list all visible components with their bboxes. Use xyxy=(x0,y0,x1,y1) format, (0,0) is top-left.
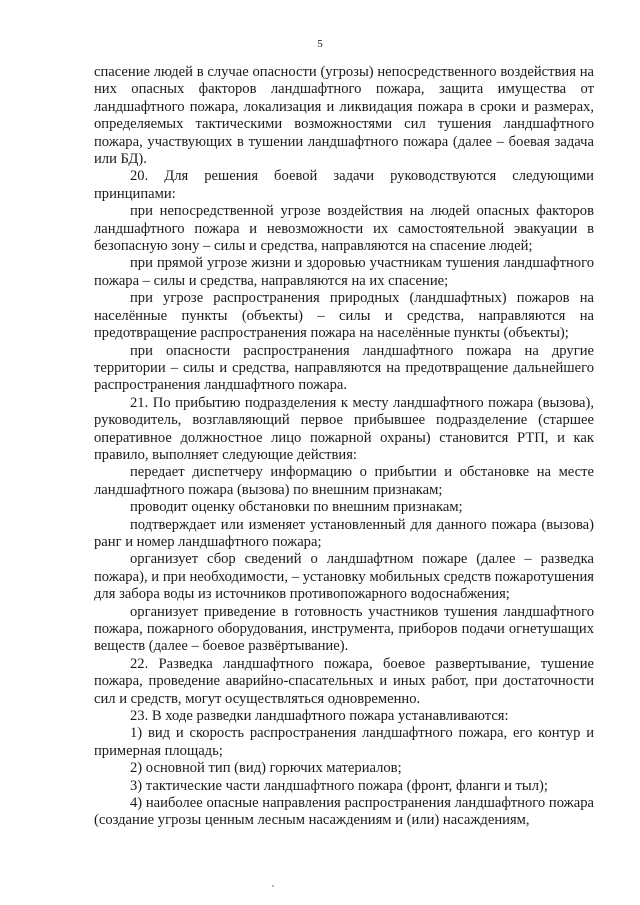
paragraph: 22. Разведка ландшафтного пожара, боевое развертывание, тушение пожара, проведение аварийно-спасательных и иных работ, при достаточности сил и средств, могут осуществляться одновременно. xyxy=(94,655,594,707)
scan-speck xyxy=(272,885,274,887)
paragraph: организует приведение в готовность участников тушения ландшафтного пожара, пожарного оборудования, инструмента, приборов подачи огнетушащих веществ (далее – боевое развёртывание). xyxy=(94,603,594,655)
paragraph: 21. По прибытию подразделения к месту ландшафтного пожара (вызова), руководитель, возглавляющий первое прибывшее подразделение (старшее оперативное должностное лицо пожарной охраны) становится РТП, и как правило, выполняет следующие действия: xyxy=(94,394,594,463)
paragraph: проводит оценку обстановки по внешним признакам; xyxy=(130,499,463,516)
paragraph: организует сбор сведений о ландшафтном пожаре (далее – разведка пожара), и при необходимости, – установку мобильных средств пожаротушения для забора воды из источников противопожарного водоснабжения; xyxy=(94,551,594,603)
paragraph: 23. В ходе разведки ландшафтного пожара устанавливаются: xyxy=(130,708,509,725)
paragraph: 20. Для решения боевой задачи руководствуются следующими принципами: xyxy=(94,168,594,202)
paragraph: передает диспетчеру информацию о прибытии и обстановке на месте ландшафтного пожара (вызова) по внешним признакам; xyxy=(94,464,594,498)
document-body xyxy=(94,64,594,830)
paragraph: при прямой угрозе жизни и здоровью участникам тушения ландшафтного пожара – силы и средства, направляются на их спасение; xyxy=(94,255,594,289)
paragraph: при опасности распространения ландшафтного пожара на другие территории – силы и средства, направляются на предотвращение дальнейшего распространения ландшафтного пожара. xyxy=(94,342,594,394)
paragraph: 3) тактические части ландшафтного пожара (фронт, фланги и тыл); xyxy=(130,777,548,794)
paragraph: спасение людей в случае опасности (угрозы) непосредственного воздействия на них опасных факторов ландшафтного пожара, защита имущества от ландшафтного пожара, локализация и ликвидация пожара в сроки и размерах, определяемых тактическими возможностями сил тушения ландшафтного пожара, участвующих в тушении ландшафтного пожара (далее – боевая задача или БД). xyxy=(94,64,594,168)
paragraph: подтверждает или изменяет установленный для данного пожара (вызова) ранг и номер ландшафтного пожара; xyxy=(94,516,594,550)
paragraph: при непосредственной угрозе воздействия на людей опасных факторов ландшафтного пожара и невозможности их самостоятельной эвакуации в безопасную зону – силы и средства, направляются на спасение людей; xyxy=(94,203,594,255)
paragraph: 2) основной тип (вид) горючих материалов; xyxy=(130,760,402,777)
paragraph: 4) наиболее опасные направления распространения ландшафтного пожара (создание угрозы ценным лесным насаждениям и (или) насаждениям, xyxy=(94,795,594,829)
paragraph: 1) вид и скорость распространения ландшафтного пожара, его контур и примерная площадь; xyxy=(94,725,594,759)
paragraph: при угрозе распространения природных (ландшафтных) пожаров на населённые пункты (объекты) – силы и средства, направляются на предотвращение распространения пожара на населённые пункты (объекты); xyxy=(94,290,594,342)
page-number: 5 xyxy=(317,38,323,50)
